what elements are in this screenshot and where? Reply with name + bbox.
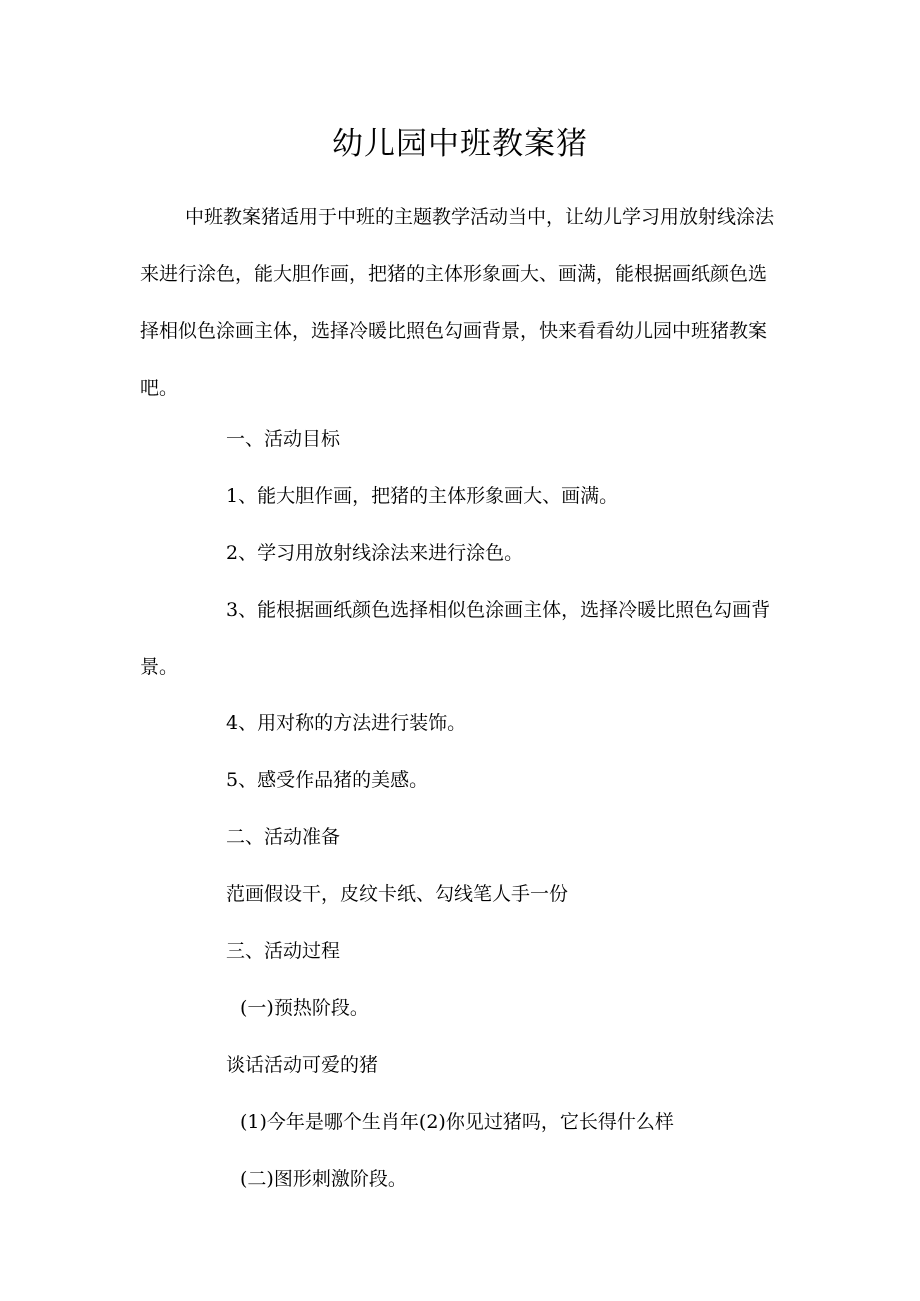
goal-item-5: 5、感受作品猪的美感。 (226, 769, 429, 791)
goal-item-4: 4、用对称的方法进行装饰。 (226, 712, 467, 734)
stage-1-questions: (1)今年是哪个生肖年(2)你见过猪吗，它长得什么样 (240, 1111, 674, 1133)
stage-1-activity: 谈话活动可爱的猪 (226, 1054, 379, 1076)
intro-paragraph: 中班教案猪适用于中班的主题教学活动当中，让幼儿学习用放射线涂法来进行涂色，能大胆作画，把猪的主体形象画大、画满，能根据画纸颜色选择相似色涂画主体，选择冷暖比照色勾画背景，快来看看幼儿园中班猪教案吧。 (140, 206, 775, 399)
document-title: 幼儿园中班教案猪 (332, 126, 588, 162)
goal-item-1: 1、能大胆作画，把猪的主体形象画大、画满。 (226, 485, 619, 507)
goal-item-3: 3、能根据画纸颜色选择相似色涂画主体，选择冷暖比照色勾画背景。 (140, 599, 771, 678)
goal-item-2: 2、学习用放射线涂法来进行涂色。 (226, 542, 524, 564)
section-heading-preparation: 二、活动准备 (226, 826, 341, 848)
stage-2-heading: (二)图形刺激阶段。 (240, 1168, 407, 1190)
materials-text: 范画假设干，皮纹卡纸、勾线笔人手一份 (226, 883, 569, 905)
stage-1-heading: (一)预热阶段。 (240, 997, 369, 1019)
section-heading-process: 三、活动过程 (226, 940, 341, 962)
section-heading-goals: 一、活动目标 (226, 428, 341, 450)
